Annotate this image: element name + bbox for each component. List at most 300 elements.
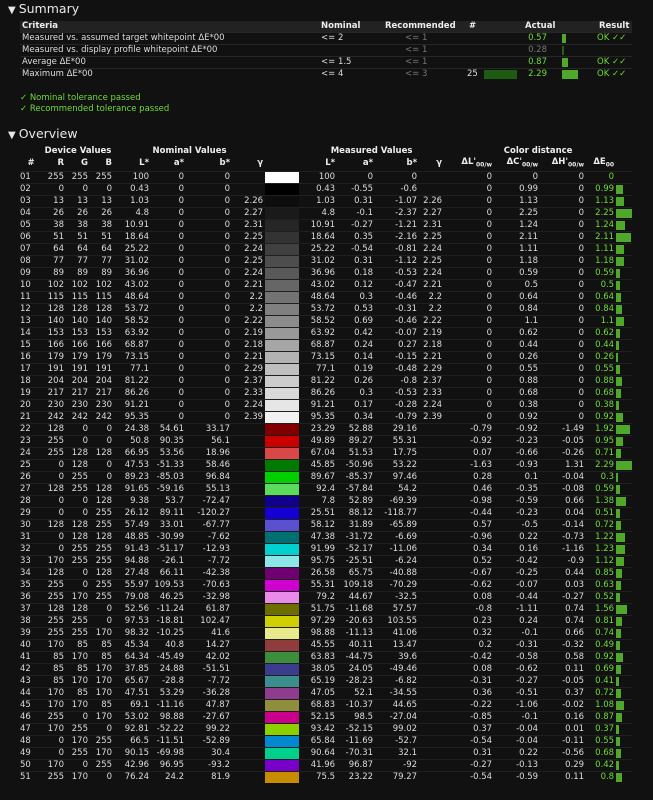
overview-row (20, 627, 632, 639)
overview-cell: -0.66 (516, 447, 539, 458)
overview-cell: 0 (82, 495, 88, 506)
overview-cell: 53.22 (392, 459, 418, 470)
delta-e-bar-cell (616, 747, 632, 759)
summary-criteria: Average ΔE*00 (22, 57, 86, 67)
overview-cell: 34 (20, 567, 31, 578)
overview-cell: 255 (95, 555, 113, 566)
delta-e-bar-cell (616, 651, 632, 663)
color-swatch (265, 747, 299, 759)
overview-cell: 128 (71, 603, 88, 614)
overview-cell: 0 (486, 243, 493, 254)
delta-e-bar-cell (616, 459, 632, 471)
overview-cell: 58.46 (205, 459, 231, 470)
summary-nominal: <= 4 (321, 69, 344, 79)
color-swatch (265, 687, 299, 699)
overview-cell: 77.1 (316, 363, 336, 374)
overview-cell: 89.27 (348, 435, 374, 446)
overview-row (20, 711, 632, 723)
summary-criteria: Measured vs. assumed target whitepoint ΔE*00 (22, 33, 225, 43)
overview-cell: -11.13 (345, 627, 374, 638)
overview-cell: 13 (20, 315, 31, 326)
overview-cell: 128 (47, 423, 64, 434)
overview-cell: -0.47 (395, 279, 418, 290)
overview-cell: 0 (486, 231, 493, 242)
overview-row (20, 735, 632, 747)
overview-cell: -31.72 (345, 531, 374, 542)
overview-cell: 0.3 (600, 471, 615, 482)
overview-cell (419, 747, 444, 759)
overview-cell (232, 495, 265, 507)
color-swatch (265, 567, 299, 579)
overview-cell: -0.35 (516, 483, 539, 494)
delta-e-bar (616, 449, 621, 458)
overview-cell: 2.31 (423, 219, 443, 230)
overview-cell: 94.88 (124, 555, 150, 566)
overview-cell: 57.57 (392, 603, 418, 614)
summary-title-text: Summary (18, 1, 80, 16)
overview-cell: 0.38 (519, 399, 539, 410)
overview-cell: 0.62 (595, 327, 615, 338)
overview-cell: 64.34 (124, 651, 150, 662)
overview-cell (232, 687, 265, 699)
overview-cell (232, 711, 265, 723)
overview-cell: 2.21 (423, 279, 443, 290)
overview-cell: 89 (101, 267, 113, 278)
overview-cell: 0 (82, 759, 88, 770)
overview-cell (419, 615, 444, 627)
overview-cell: 255 (95, 507, 113, 518)
overview-cell: 0 (82, 507, 88, 518)
overview-cell: 0 (486, 375, 493, 386)
overview-cell: 0.55 (595, 735, 615, 746)
overview-cell: 51 (20, 771, 31, 782)
col-nom-l: L* (139, 158, 150, 169)
overview-cell: 0 (58, 183, 64, 194)
delta-e-bar (616, 413, 622, 422)
overview-column-header-row (20, 157, 632, 171)
overview-cell: -0.25 (516, 567, 539, 578)
overview-cell: 0.34 (354, 411, 374, 422)
overview-cell: 06 (20, 231, 31, 242)
overview-cell: 07 (20, 243, 31, 254)
overview-cell: 2.24 (423, 267, 443, 278)
color-swatch (265, 675, 299, 687)
overview-row (20, 219, 632, 231)
tolerance-recommended-passed: ✓ Recommended tolerance passed (20, 104, 170, 114)
delta-e-bar-cell (616, 243, 632, 255)
overview-cell: -0.15 (395, 351, 418, 362)
color-swatch (265, 591, 299, 603)
overview-cell: 0.95 (595, 435, 615, 446)
overview-cell: 0.46 (473, 483, 493, 494)
overview-row (20, 183, 632, 195)
overview-cell: -0.53 (395, 267, 418, 278)
overview-cell: 51 (101, 231, 113, 242)
overview-cell: 45.34 (124, 639, 150, 650)
overview-cell: -69.39 (389, 495, 418, 506)
overview-cell: 85 (77, 639, 88, 650)
overview-cell: 0 (578, 171, 585, 182)
delta-e-bar-cell (616, 339, 632, 351)
overview-cell: 0 (486, 255, 493, 266)
overview-cell: 46.25 (159, 591, 185, 602)
overview-row (20, 279, 632, 291)
overview-cell: 67.04 (310, 447, 336, 458)
color-swatch (265, 387, 299, 399)
overview-cell: 98.88 (159, 711, 185, 722)
summary-criteria: Maximum ΔE*00 (22, 69, 93, 79)
overview-cell: 63.92 (124, 327, 150, 338)
overview-cell: 20 (20, 399, 31, 410)
delta-e-bar (616, 209, 632, 218)
delta-e-bar (616, 737, 620, 746)
delta-e-bar-cell (616, 483, 632, 495)
color-swatch (265, 735, 299, 747)
overview-cell: 128 (71, 519, 88, 530)
delta-e-bar-cell (616, 231, 632, 243)
delta-e-bar-cell (616, 711, 632, 723)
overview-cell: 166 (95, 339, 113, 350)
overview-cell: 53.7 (165, 495, 185, 506)
overview-row (20, 507, 632, 519)
overview-cell: -0.73 (562, 531, 585, 542)
overview-cell: -0.27 (470, 759, 493, 770)
overview-cell: 103.55 (387, 615, 418, 626)
overview-cell: 25.22 (310, 243, 336, 254)
color-swatch (265, 243, 299, 255)
overview-cell: 170 (95, 711, 113, 722)
overview-cell: 52.15 (310, 711, 336, 722)
overview-cell: 0.08 (473, 591, 493, 602)
overview-cell: 128 (47, 303, 64, 314)
overview-cell: 255 (71, 723, 88, 734)
delta-e-bar (616, 245, 624, 254)
overview-cell: 0.08 (473, 663, 493, 674)
overview-cell: 0.74 (565, 615, 585, 626)
overview-cell: -10.37 (345, 699, 374, 710)
overview-cell: 44 (20, 687, 31, 698)
overview-cell: -1.16 (562, 543, 585, 554)
overview-cell (232, 759, 265, 771)
overview-cell: 25.51 (310, 507, 336, 518)
overview-cell: 0 (224, 327, 231, 338)
overview-cell: -118.77 (384, 507, 418, 518)
overview-cell: -0.55 (351, 183, 374, 194)
overview-cell (419, 711, 444, 723)
color-swatch (265, 411, 299, 423)
overview-cell: 38 (101, 219, 113, 230)
delta-e-bar (616, 509, 620, 518)
collapse-triangle-icon[interactable]: ▼ (8, 130, 16, 141)
delta-e-bar (616, 617, 622, 626)
overview-cell: 0 (58, 735, 64, 746)
overview-cell: 4.8 (135, 207, 150, 218)
overview-cell: 77 (101, 255, 113, 266)
overview-cell (419, 483, 444, 495)
overview-cell: 53.02 (124, 711, 150, 722)
delta-e-bar-cell (616, 411, 632, 423)
overview-row (20, 195, 632, 207)
overview-cell (419, 579, 444, 591)
delta-e-bar-cell (616, 639, 632, 651)
color-swatch (265, 231, 299, 243)
overview-row (20, 699, 632, 711)
overview-cell: -36.28 (202, 687, 231, 698)
overview-cell: 128 (47, 483, 64, 494)
overview-cell: 255 (95, 759, 113, 770)
delta-e-bar (616, 389, 621, 398)
overview-cell: 2.31 (244, 219, 264, 230)
delta-e-bar (616, 749, 621, 758)
color-swatch (265, 207, 299, 219)
overview-cell: 0.41 (595, 675, 615, 686)
overview-cell: -70.29 (389, 579, 418, 590)
overview-cell: 65.75 (348, 567, 374, 578)
overview-row (20, 495, 632, 507)
overview-cell: 42.96 (124, 759, 150, 770)
delta-e-bar-cell (616, 255, 632, 267)
overview-cell: 26.58 (310, 567, 336, 578)
overview-cell: 55.97 (124, 579, 150, 590)
overview-cell: 0 (224, 243, 231, 254)
color-swatch (265, 759, 299, 771)
overview-cell: 2.21 (423, 351, 443, 362)
overview-cell: 0 (82, 711, 88, 722)
overview-cell: -0.59 (516, 771, 539, 782)
summary-section-title[interactable] (8, 1, 79, 16)
overview-cell: -0.79 (395, 411, 418, 422)
overview-cell: 61.87 (205, 603, 231, 614)
overview-cell: 81.9 (211, 771, 231, 782)
overview-cell: 0.11 (565, 771, 585, 782)
overview-cell: -1.06 (516, 699, 539, 710)
overview-cell: 170 (47, 759, 64, 770)
overview-cell: 0 (178, 387, 185, 398)
delta-e-bar-cell (616, 627, 632, 639)
overview-cell (419, 447, 444, 459)
collapse-triangle-icon[interactable]: ▼ (8, 5, 16, 16)
overview-cell: 0 (578, 363, 585, 374)
overview-cell: 0.27 (398, 339, 418, 350)
overview-cell: 38 (20, 615, 31, 626)
overview-cell: 170 (95, 747, 113, 758)
group-header-device: Device Values (44, 146, 112, 156)
overview-row (20, 543, 632, 555)
overview-row (20, 651, 632, 663)
overview-cell: 44.65 (392, 699, 418, 710)
overview-cell (419, 723, 444, 735)
delta-e-bar-cell (616, 495, 632, 507)
overview-cell: 0.16 (519, 543, 539, 554)
col-bar (616, 157, 632, 171)
overview-cell: 0 (224, 315, 231, 326)
overview-cell: 16 (20, 351, 31, 362)
overview-cell: 95.35 (310, 411, 336, 422)
overview-cell: -25.51 (345, 555, 374, 566)
overview-cell: 0 (224, 387, 231, 398)
overview-cell: 0.58 (565, 651, 585, 662)
overview-cell: 0.24 (519, 615, 539, 626)
overview-cell: 2.2 (428, 291, 443, 302)
overview-cell: 53.72 (124, 303, 150, 314)
delta-e-bar-cell (616, 591, 632, 603)
overview-cell: 0 (224, 339, 231, 350)
overview-cell: 1.56 (595, 603, 615, 614)
color-swatch (265, 495, 299, 507)
delta-e-bar-cell (616, 447, 632, 459)
delta-e-bar (616, 641, 619, 650)
overview-cell: 0.92 (595, 411, 615, 422)
overview-cell: 0 (82, 579, 88, 590)
overview-cell: 0 (578, 411, 585, 422)
overview-cell: 18.64 (124, 231, 150, 242)
overview-cell: 0 (224, 363, 231, 374)
overview-cell (419, 459, 444, 471)
summary-actual-bar (562, 58, 568, 67)
overview-cell: 09 (20, 267, 31, 278)
overview-cell: 0.11 (565, 663, 585, 674)
overview-cell: 2.18 (244, 339, 264, 350)
overview-cell: 0 (578, 219, 585, 230)
overview-cell: -0.27 (562, 591, 585, 602)
overview-row (20, 207, 632, 219)
overview-cell: 115 (95, 291, 113, 302)
delta-e-bar-cell (616, 543, 632, 555)
overview-cell: 31.89 (348, 519, 374, 530)
overview-cell: 96.87 (348, 759, 374, 770)
overview-cell: 51 (77, 231, 88, 242)
overview-cell: 30.4 (211, 747, 231, 758)
overview-cell: 0.59 (519, 267, 539, 278)
overview-cell (232, 183, 265, 195)
overview-cell: 41.06 (392, 627, 418, 638)
summary-header-actual: Actual (525, 21, 556, 31)
color-swatch (265, 195, 299, 207)
overview-row (20, 591, 632, 603)
delta-e-bar (616, 257, 624, 266)
overview-cell: 0 (178, 243, 185, 254)
overview-cell: 31 (20, 531, 31, 542)
overview-cell (419, 555, 444, 567)
overview-cell: 47.38 (310, 531, 336, 542)
overview-cell: 0.07 (473, 447, 493, 458)
overview-cell: 68.83 (310, 699, 336, 710)
overview-cell: 77.1 (130, 363, 150, 374)
overview-cell: 170 (95, 663, 113, 674)
overview-cell: 242 (71, 411, 88, 422)
overview-cell: 04 (20, 207, 31, 218)
overview-cell: 0.52 (595, 591, 615, 602)
delta-e-bar (616, 545, 625, 554)
overview-cell: 230 (71, 399, 88, 410)
overview-cell: 255 (95, 543, 113, 554)
overview-cell: 255 (47, 711, 64, 722)
overview-cell: -0.9 (567, 555, 585, 566)
overview-cell: 92.81 (124, 723, 150, 734)
overview-cell: 0.69 (354, 315, 374, 326)
delta-e-bar-cell (616, 603, 632, 615)
overview-cell: 170 (71, 651, 88, 662)
overview-cell (232, 579, 265, 591)
color-swatch (265, 627, 299, 639)
overview-cell: 53.29 (159, 687, 185, 698)
overview-cell: -0.53 (395, 387, 418, 398)
overview-cell: 29 (20, 507, 31, 518)
overview-row (20, 363, 632, 375)
overview-cell: 0 (82, 567, 88, 578)
overview-cell: 153 (71, 327, 88, 338)
overview-cell: 0.37 (595, 723, 615, 734)
overview-cell: 47.87 (205, 699, 231, 710)
col-delta-c: $\Delta C'_{00/w}$ (506, 157, 539, 169)
overview-cell: 88.12 (348, 507, 374, 518)
overview-cell: 0 (224, 279, 231, 290)
summary-criteria: Measured vs. display profile whitepoint ΔE*00 (22, 45, 218, 55)
overview-cell: 44.67 (348, 591, 374, 602)
overview-cell: -120.27 (197, 507, 231, 518)
overview-cell: -44.75 (345, 651, 374, 662)
overview-cell: 22 (20, 423, 31, 434)
delta-e-bar (616, 557, 624, 566)
overview-row (20, 267, 632, 279)
overview-section-title[interactable] (8, 126, 78, 141)
overview-row (20, 327, 632, 339)
overview-cell: 90.64 (310, 747, 336, 758)
overview-cell: 26 (53, 207, 64, 218)
overview-cell: 98.5 (354, 711, 374, 722)
overview-cell: 128 (95, 495, 113, 506)
delta-e-bar-cell (616, 615, 632, 627)
color-swatch (265, 327, 299, 339)
overview-cell (232, 591, 265, 603)
overview-cell: -69.98 (156, 747, 185, 758)
delta-e-bar (616, 377, 622, 386)
overview-cell: 33.17 (205, 423, 231, 434)
overview-cell: 58.12 (310, 519, 336, 530)
overview-cell: 52.89 (348, 495, 374, 506)
color-swatch (265, 471, 299, 483)
color-swatch (265, 255, 299, 267)
overview-cell: 64 (53, 243, 64, 254)
overview-cell: -0.1 (356, 207, 374, 218)
overview-cell: -85.37 (345, 471, 374, 482)
overview-cell: 179 (95, 351, 113, 362)
overview-cell: 255 (95, 579, 113, 590)
delta-e-bar-cell (616, 507, 632, 519)
overview-cell: 128 (95, 447, 113, 458)
overview-cell: -0.28 (395, 399, 418, 410)
overview-cell (419, 627, 444, 639)
overview-cell: 63.92 (310, 327, 336, 338)
overview-cell: 15 (20, 339, 31, 350)
overview-cell: 25.22 (124, 243, 150, 254)
overview-cell: 0 (224, 351, 231, 362)
overview-cell: 0.88 (519, 375, 539, 386)
overview-cell: 2.2 (428, 303, 443, 314)
overview-cell: -0.04 (562, 471, 585, 482)
overview-cell: -0.31 (395, 303, 418, 314)
overview-cell (419, 567, 444, 579)
col-b: B (105, 158, 113, 169)
overview-cell: 27 (20, 483, 31, 494)
color-swatch (265, 267, 299, 279)
overview-cell: 2.21 (244, 351, 264, 362)
overview-cell: 0 (178, 315, 185, 326)
delta-e-bar-cell (616, 375, 632, 387)
overview-cell: 0 (82, 183, 88, 194)
overview-cell: 0 (58, 507, 64, 518)
overview-cell: 153 (47, 327, 64, 338)
